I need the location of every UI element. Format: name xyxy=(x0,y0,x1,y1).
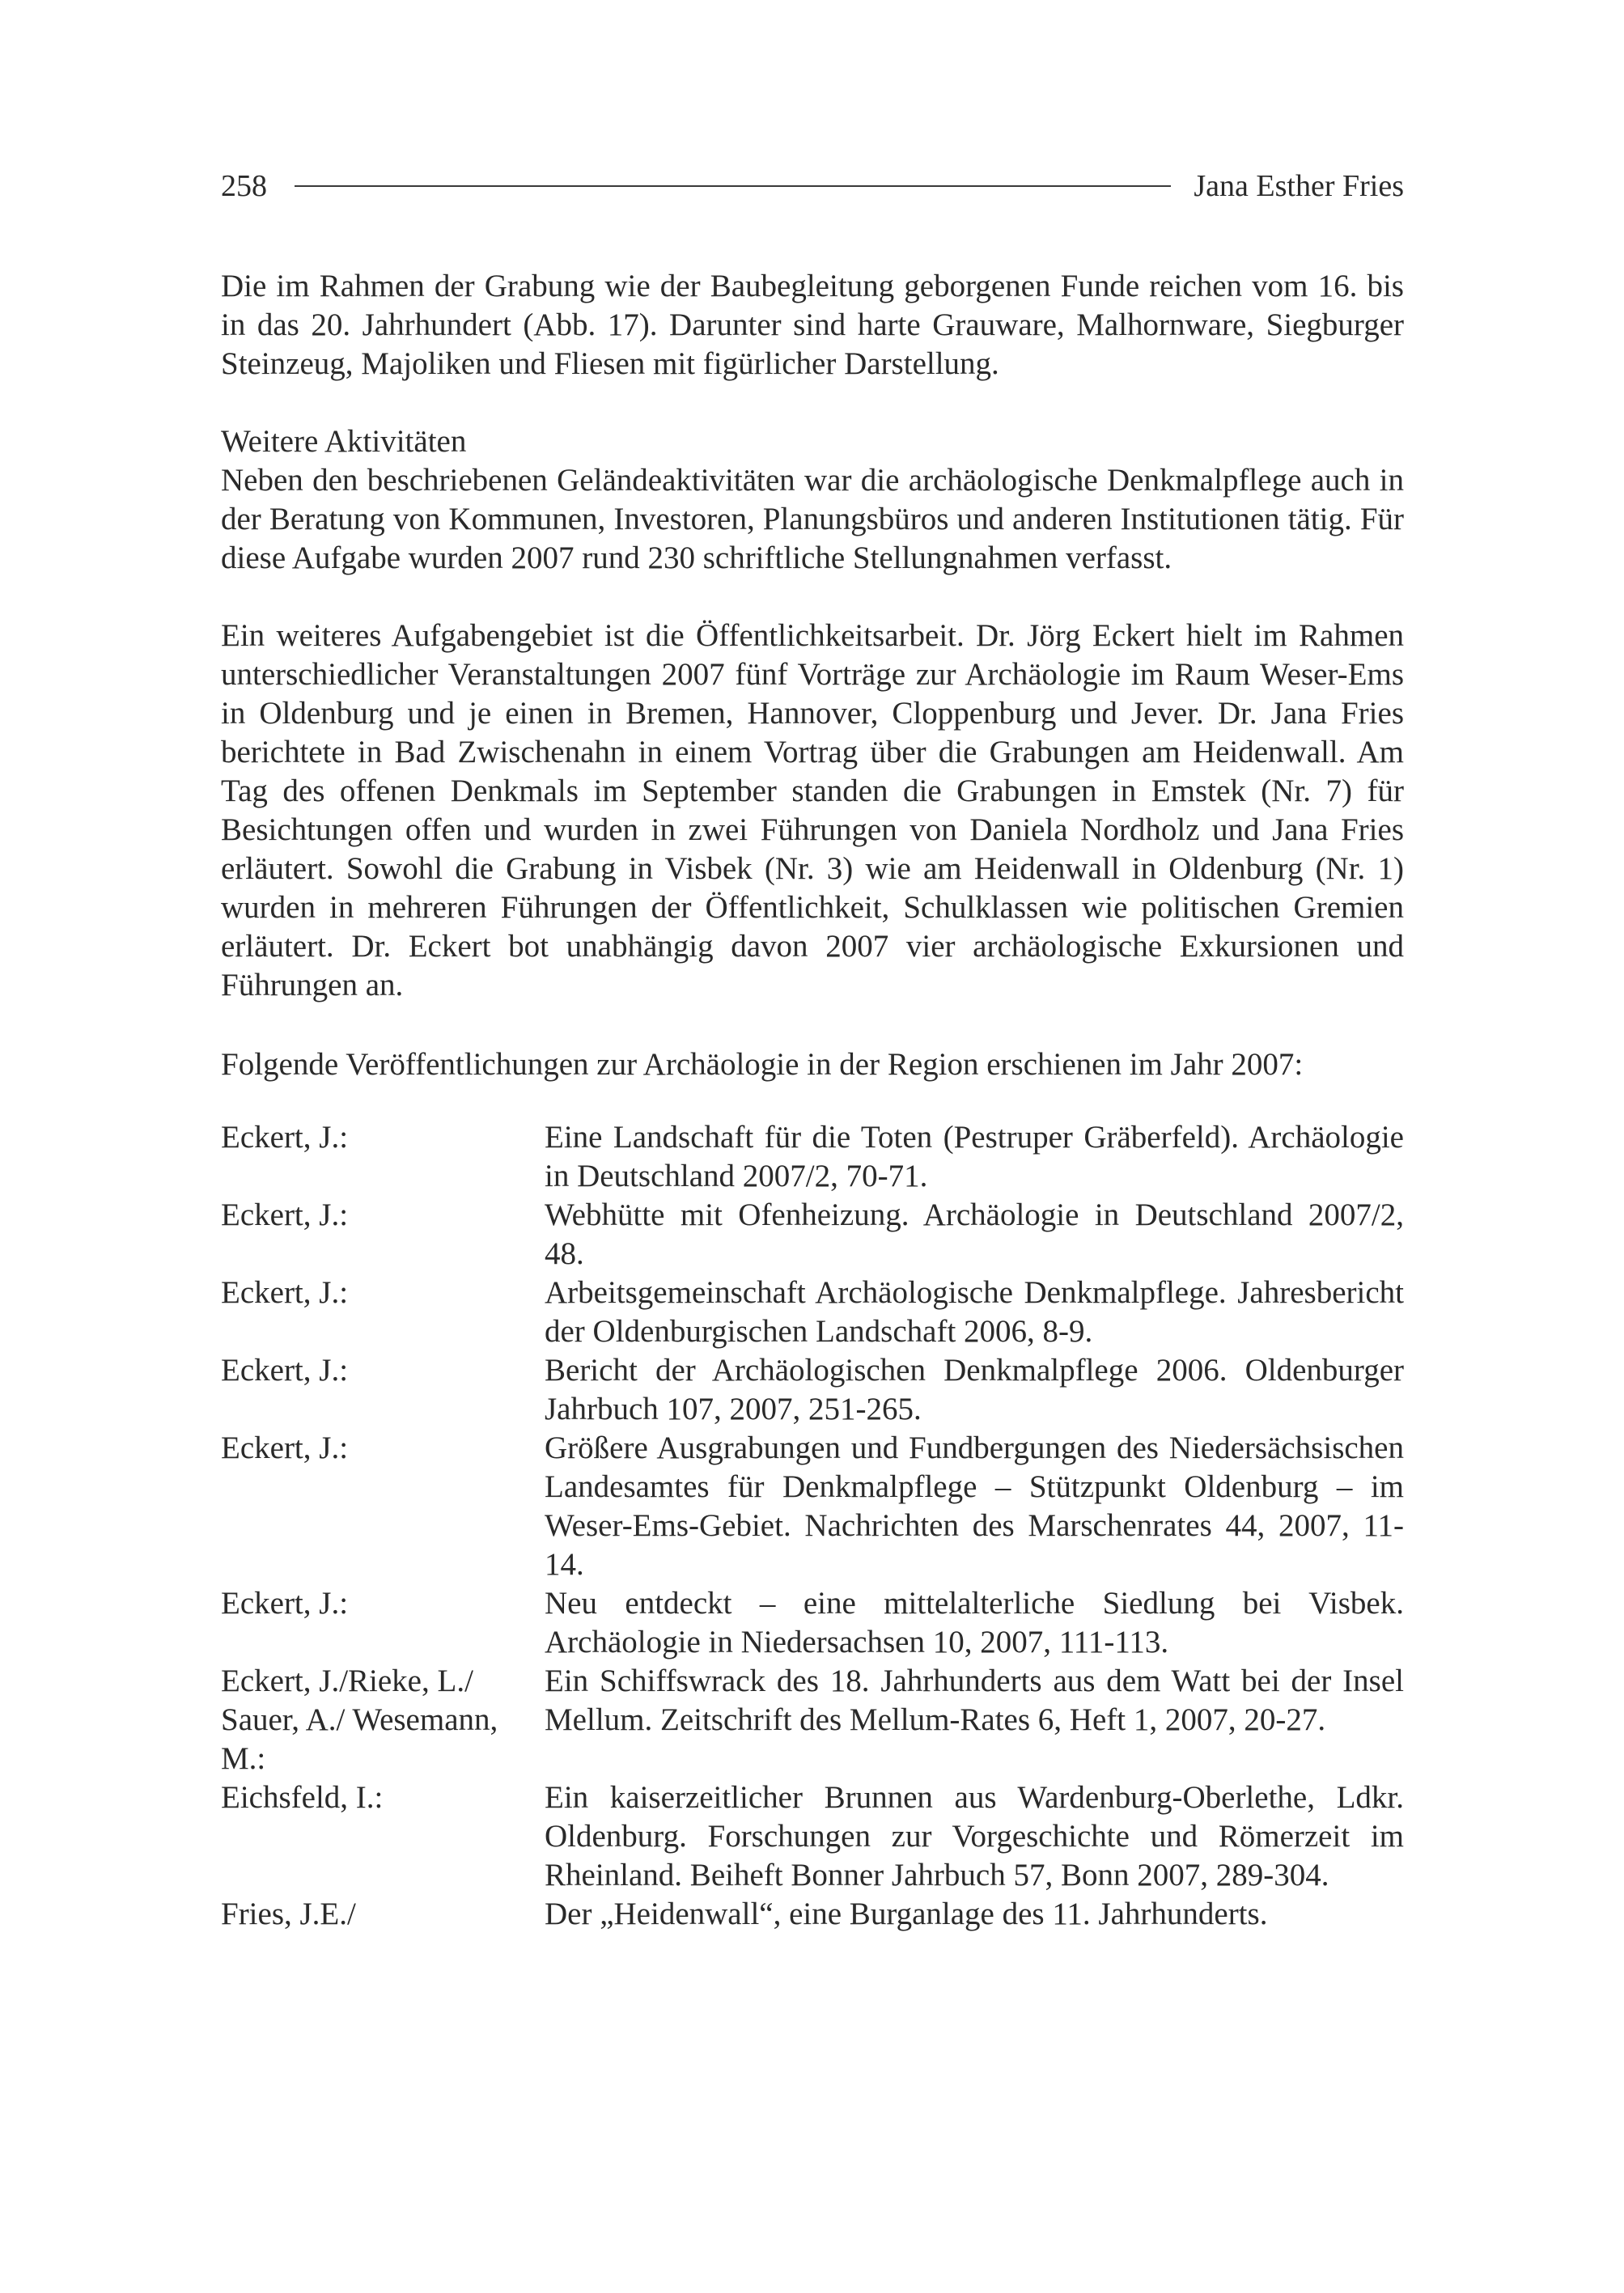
book-page xyxy=(221,0,1404,2293)
paragraph-consulting: Neben den beschriebenen Geländeaktivitäten war die archäologische Denkmalpflege auch in der Beratung von Kommunen, Investoren, Planungsbüros und anderen Institutionen tätig. Für diese Aufgabe wurden 2007 rund 230 schriftliche Stellungnahmen verfasst. xyxy=(221,463,1404,575)
reference-citation: Größere Ausgrabungen und Fundbergungen des Niedersächsischen Landesamtes für Denkmalpflege – Stützpunkt Oldenburg – im Weser-Ems-Gebiet. Nachrichten des Marschenrates 44, 2007, 11-14. xyxy=(545,1430,1404,1582)
reference-citation: Ein kaiserzeitlicher Brunnen aus Wardenburg-Oberlethe, Ldkr. Oldenburg. Forschungen zur Vorgeschichte und Römerzeit im Rheinland. Beiheft Bonner Jahrbuch 57, Bonn 2007, 289-304. xyxy=(545,1780,1404,1892)
reference-author: Eichsfeld, I.: xyxy=(221,1780,384,1815)
reference-entry xyxy=(221,1662,1404,1778)
reference-author: Eckert, J.: xyxy=(221,1275,349,1310)
running-head xyxy=(221,162,1404,210)
reference-author: Eckert, J.: xyxy=(221,1120,349,1155)
section-heading-weitere-aktivitaeten: Weitere Aktivitäten xyxy=(221,424,467,459)
header-rule xyxy=(295,185,1171,187)
reference-citation: Ein Schiffswrack des 18. Jahrhunderts aus dem Watt bei der Insel Mellum. Zeitschrift des Mellum-Rates 6, Heft 1, 2007, 20-27. xyxy=(545,1664,1404,1737)
reference-citation: Der „Heidenwall“, eine Burganlage des 11. Jahrhunderts. xyxy=(545,1897,1268,1931)
reference-author: Eckert, J./Rieke, L./ Sauer, A./ Wesemann, M.: xyxy=(221,1664,498,1776)
reference-citation: Neu entdeckt – eine mittelalterliche Siedlung bei Visbek. Archäologie in Niedersachsen 10, 2007, 111-113. xyxy=(545,1586,1404,1659)
reference-entry xyxy=(221,1584,1404,1662)
reference-entry xyxy=(221,1274,1404,1351)
reference-author: Eckert, J.: xyxy=(221,1197,349,1232)
reference-author: Eckert, J.: xyxy=(221,1586,349,1621)
reference-entry xyxy=(221,1429,1404,1584)
reference-list xyxy=(221,1118,1404,1934)
reference-citation: Eine Landschaft für die Toten (Pestruper Gräberfeld). Archäologie in Deutschland 2007/2, 70-71. xyxy=(545,1120,1404,1193)
reference-entry xyxy=(221,1351,1404,1429)
reference-entry xyxy=(221,1778,1404,1895)
reference-author: Eckert, J.: xyxy=(221,1430,349,1465)
page-number: 258 xyxy=(221,169,267,203)
reference-citation: Bericht der Archäologischen Denkmalpflege 2006. Oldenburger Jahrbuch 107, 2007, 251-265. xyxy=(545,1353,1404,1426)
paragraph-finds: Die im Rahmen der Grabung wie der Baubegleitung geborgenen Funde reichen vom 16. bis in das 20. Jahrhundert (Abb. 17). Darunter sind harte Grauware, Malhornware, Siegburger Steinzeug, Majoliken und Fliesen mit figürlicher Darstellung. xyxy=(221,269,1404,381)
paragraph-public-relations: Ein weiteres Aufgabengebiet ist die Öffentlichkeitsarbeit. Dr. Jörg Eckert hielt im Rahmen unterschiedlicher Veranstaltungen 2007 fünf Vorträge zur Archäologie im Raum Weser-Ems in Oldenburg und je einen in Bremen, Hannover, Cloppenburg und Jever. Dr. Jana Fries berichtete in Bad Zwischenahn in einem Vortrag über die Grabungen am Heidenwall. Am Tag des offenen Denkmals im September standen die Grabungen in Emstek (Nr. 7) für Besichtungen offen und wurden in zwei Führungen von Daniela Nordholz und Jana Fries erläutert. Sowohl die Grabung in Visbek (Nr. 3) wie am Heidenwall in Oldenburg (Nr. 1) wurden in mehreren Führungen der Öffentlichkeit, Schulklassen wie politischen Gremien erläutert. Dr. Eckert bot unabhängig davon 2007 vier archäologische Exkursionen und Führungen an. xyxy=(221,618,1404,1002)
reference-author: Eckert, J.: xyxy=(221,1353,349,1388)
reference-entry xyxy=(221,1118,1404,1196)
reference-entry xyxy=(221,1895,1404,1934)
reference-entry xyxy=(221,1196,1404,1274)
reference-citation: Arbeitsgemeinschaft Archäologische Denkmalpflege. Jahresbericht der Oldenburgischen Landschaft 2006, 8-9. xyxy=(545,1275,1404,1349)
paragraph-publications-intro: Folgende Veröffentlichungen zur Archäologie in der Region erschienen im Jahr 2007: xyxy=(221,1047,1304,1082)
reference-author: Fries, J.E./ xyxy=(221,1897,356,1931)
running-head-author: Jana Esther Fries xyxy=(1194,169,1404,203)
reference-citation: Webhütte mit Ofenheizung. Archäologie in Deutschland 2007/2, 48. xyxy=(545,1197,1404,1271)
